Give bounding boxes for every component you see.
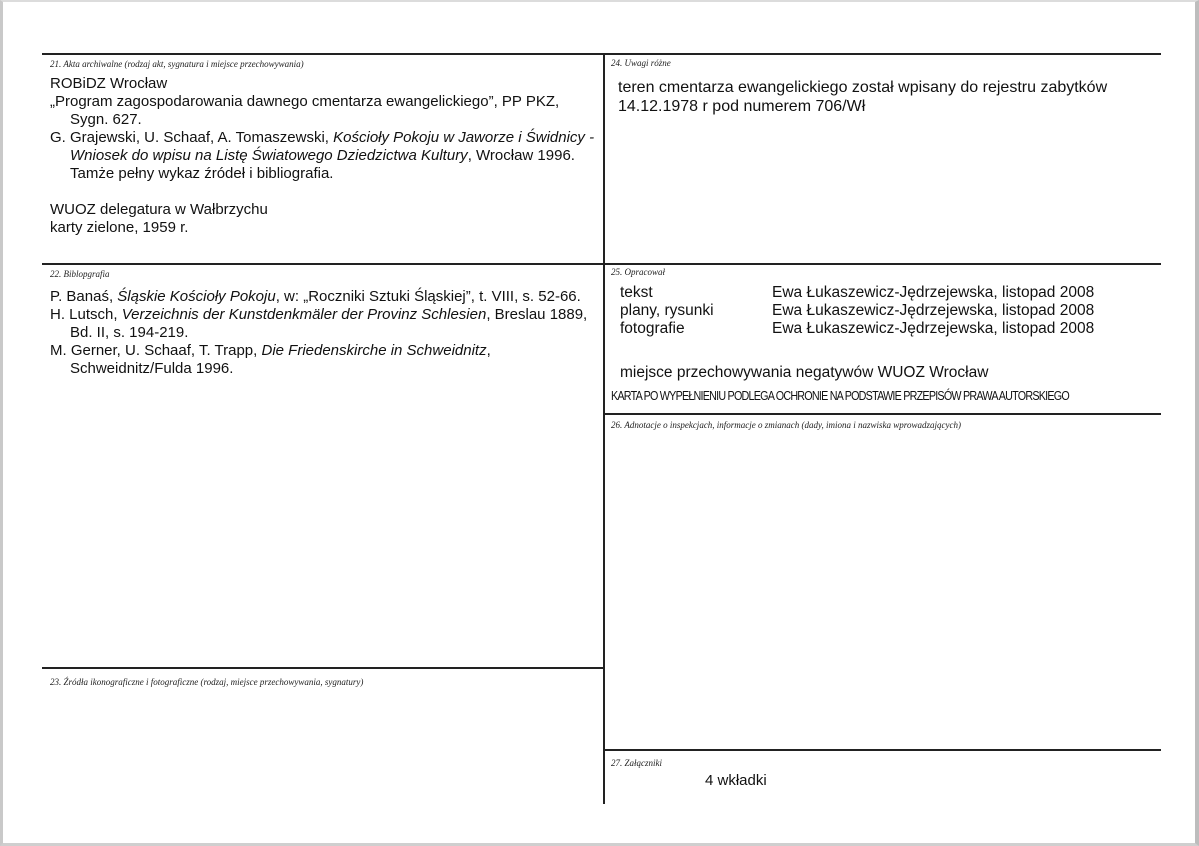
rule-21-22 (42, 263, 605, 265)
credit-row-drawings (620, 302, 1155, 320)
section-21-caption: 21. Akta archiwalne (rodzaj akt, sygnatura i miejsce przechowywania) (50, 59, 304, 69)
bibliography-entry (50, 288, 595, 306)
section-22-bibliography (50, 288, 595, 378)
bibliography-entry (50, 306, 595, 342)
section-25-caption: 25. Opracował (611, 267, 665, 277)
center-divider (603, 53, 605, 804)
credit-row-text (620, 284, 1155, 302)
bib-title: Verzeichnis der Kunstdenkmäler der Provinz Schlesien (121, 306, 487, 323)
bib-title: Die Friedenskirche in Schweidnitz (261, 342, 487, 359)
publication-rest: , Wrocław 1996. Tamże pełny wykaz źródeł i bibliografia. (70, 147, 575, 182)
section-21-archives (50, 75, 595, 237)
section-24-remarks: teren cmentarza ewangelickiego został wpisany do rejestru zabytków 14.12.1978 r pod numerem 706/Wł (618, 79, 1108, 115)
archive-green-cards: karty zielone, 1959 r. (50, 219, 189, 236)
negatives-location: miejsce przechowywania negatywów WUOZ Wrocław (620, 364, 989, 381)
credit-value: Ewa Łukaszewicz-Jędrzejewska, listopad 2008 (772, 320, 1095, 337)
rule-25-26 (605, 413, 1161, 415)
bib-author: M. Gerner, U. Schaaf, T. Trapp, (50, 342, 262, 359)
section-27-caption: 27. Załączniki (611, 758, 662, 768)
credit-value: Ewa Łukaszewicz-Jędrzejewska, listopad 2008 (772, 284, 1095, 301)
top-rule-right (605, 53, 1161, 55)
section-24-caption: 24. Uwagi różne (611, 58, 671, 68)
bib-author: H. Lutsch, (50, 306, 122, 323)
credit-row-photos (620, 320, 1155, 338)
rule-26-27 (605, 749, 1161, 751)
archive-delegation: WUOZ delegatura w Wałbrzychu (50, 201, 268, 218)
rule-22-23 (42, 667, 605, 669)
bib-title: Śląskie Kościoły Pokoju (117, 288, 276, 305)
rule-24-25 (605, 263, 1161, 265)
bib-rest: , w: „Roczniki Sztuki Śląskiej”, t. VIII, s. 52-66. (275, 288, 581, 305)
credit-label: fotografie (620, 320, 685, 337)
archive-institution: ROBiDZ Wrocław (50, 75, 168, 92)
top-rule-left (42, 53, 605, 55)
bib-rest: , Breslau 1889, Bd. II, s. 194-219. (70, 306, 588, 341)
section-25-credits (620, 284, 1155, 338)
archive-program: „Program zagospodarowania dawnego cmentarza ewangelickiego”, PP PKZ, Sygn. 627. (50, 93, 560, 128)
section-23-caption: 23. Źródła ikonograficzne i fotograficzne (rodzaj, miejsce przechowywania, sygnatury) (50, 677, 364, 687)
archive-publication (50, 129, 595, 183)
section-26-caption: 26. Adnotacje o inspekcjach, informacje o zmianach (dady, imiona i nazwiska wprowadzających) (611, 420, 961, 430)
attachments-count: 4 wkładki (705, 772, 767, 789)
bibliography-entry (50, 342, 595, 378)
credit-label: tekst (620, 284, 653, 301)
publication-authors: G. Grajewski, U. Schaaf, A. Tomaszewski, (50, 129, 334, 146)
credit-label: plany, rysunki (620, 302, 714, 319)
copyright-notice: KARTA PO WYPEŁNIENIU PODLEGA OCHRONIE NA PODSTAWIE PRZEPISÓW PRAWA AUTORSKIEGO (611, 389, 1069, 403)
publication-title: Kościoły Pokoju w Jaworze i Świdnicy - Wniosek do wpisu na Listę Światowego Dziedzictwa Kultury (70, 129, 595, 164)
credit-value: Ewa Łukaszewicz-Jędrzejewska, listopad 2008 (772, 302, 1095, 319)
bib-rest: , Schweidnitz/Fulda 1996. (70, 342, 491, 377)
bib-author: P. Banaś, (50, 288, 118, 305)
section-22-caption: 22. Biblopgrafia (50, 269, 110, 279)
